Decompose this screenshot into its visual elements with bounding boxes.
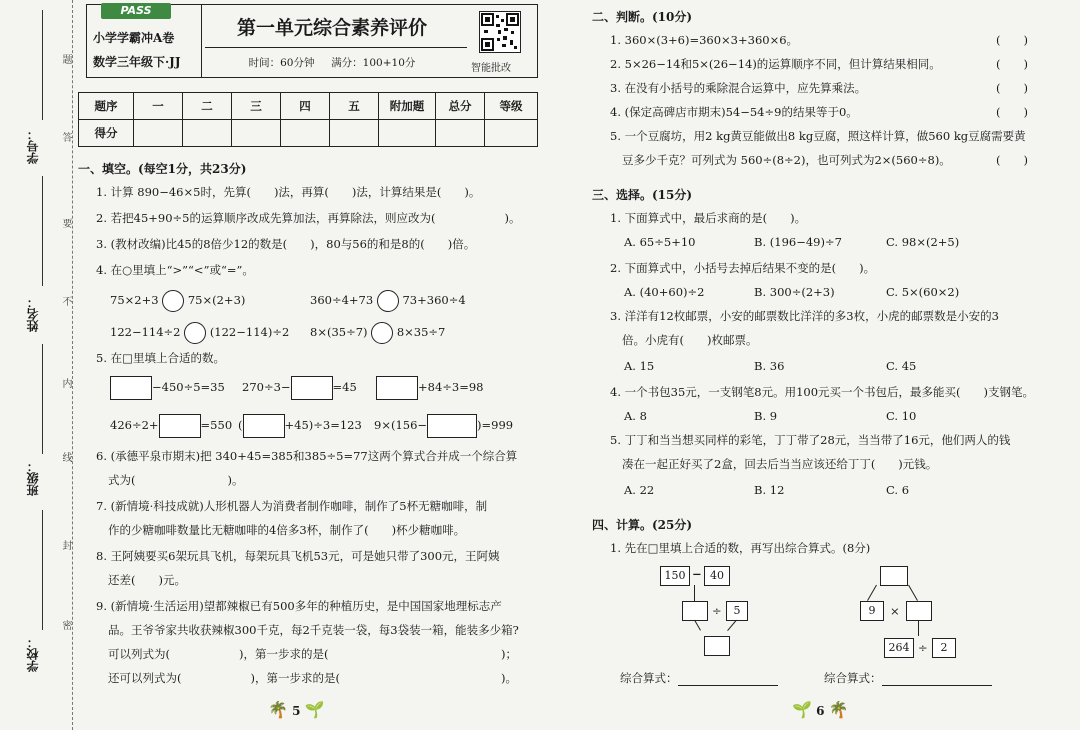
question-8-cont: 还差( )元。 (108, 573, 186, 587)
expr: )=999 (477, 418, 514, 432)
expr: +45)÷3=123 (284, 418, 362, 432)
question-9-cont: 品。王爷爷家共收获辣椒300千克，每2千克装一袋，每3袋装一箱，能装多少箱? (108, 623, 519, 637)
section-calc: 四、计算。(25分) (592, 518, 693, 532)
compare-row (110, 322, 289, 344)
score-cell[interactable] (485, 120, 538, 147)
score-cell[interactable] (281, 120, 330, 147)
score-cell[interactable] (330, 120, 379, 147)
score-header: 题序 (79, 93, 134, 120)
judge-1: 1. 360×(3+6)=360×3+360×6。 (610, 33, 799, 47)
expr: 8×35÷7 (396, 325, 446, 339)
score-header: 一 (134, 93, 183, 120)
choice-option[interactable]: C. 45 (886, 359, 917, 373)
fill-row (242, 376, 357, 400)
tree-icon: 🌱 (304, 700, 325, 719)
tree-operator: ÷ (918, 641, 928, 655)
tree-icon: 🌴 (828, 700, 849, 719)
formula-row-1 (620, 670, 778, 686)
choice-option[interactable]: A. 22 (624, 483, 655, 497)
question-2: 2. 若把45+90÷5的运算顺序改成先算加法，再算除法，则应改为( )。 (96, 211, 521, 225)
choice-option[interactable]: B. (196−49)÷7 (754, 235, 842, 249)
choice-4: 4. 一个书包35元，一支钢笔8元。用100元买一个书包后，最多能买( )支钢笔。 (610, 385, 1034, 399)
choice-2: 2. 下面算式中，小括号去掉后结果不变的是( )。 (610, 261, 876, 275)
cut-char: 封 (60, 540, 71, 550)
judge-paren[interactable]: ( ) (996, 81, 1028, 95)
cut-char: 答 (60, 132, 71, 142)
tree-line (908, 585, 918, 601)
page-number-right (792, 700, 849, 719)
choice-option[interactable]: B. 36 (754, 359, 785, 373)
tree-value: 264 (884, 638, 914, 658)
compare-row (310, 290, 466, 312)
spine-line (42, 510, 43, 630)
expr: 122−114÷2 (110, 325, 181, 339)
section-fill-blank: 一、填空。(每空1分，共23分) (78, 162, 247, 176)
fill-row (376, 376, 484, 400)
page-number: 6 (816, 704, 825, 718)
score-header: 二 (183, 93, 232, 120)
tree-value: 5 (726, 601, 748, 621)
tree-operator: − (692, 567, 702, 581)
tree-icon: 🌱 (792, 700, 812, 719)
tree-icon: 🌴 (268, 700, 288, 719)
expr: 8×(35÷7) (310, 325, 368, 339)
spine-line (42, 344, 43, 454)
choice-option[interactable]: B. 300÷(2+3) (754, 285, 835, 299)
formula-answer-line[interactable] (882, 671, 992, 686)
tree-line (727, 620, 737, 631)
tree-operator: × (890, 604, 900, 618)
spine-label-id: 学号： (26, 128, 40, 164)
tree-answer-box[interactable] (682, 601, 708, 621)
question-6: 6. (承德平泉市期末)把 340+45=385和385÷5=77这两个算式合并成一个综合算 (96, 449, 518, 463)
choice-option[interactable]: B. 12 (754, 483, 785, 497)
page-number-left (268, 700, 325, 719)
qr-code-icon[interactable] (479, 11, 521, 53)
time-limit: 时间：60分钟 (248, 57, 315, 69)
formula-row-2 (824, 670, 992, 686)
tree-line (918, 620, 919, 636)
spine-label-class: 班级： (26, 460, 40, 496)
choice-option[interactable]: C. 5×(60×2) (886, 285, 960, 299)
score-header: 四 (281, 93, 330, 120)
answer-box[interactable] (110, 376, 152, 400)
series-name: 小学学霸冲A卷 (93, 31, 175, 45)
choice-option[interactable]: B. 9 (754, 409, 778, 423)
spine-line (42, 10, 43, 120)
formula-label: 综合算式： (620, 671, 678, 685)
score-table (78, 92, 538, 147)
judge-5-cont: 豆多少千克？可列式为 560÷(8÷2)，也可列式为2×(560÷8)。 (622, 153, 951, 167)
spine-label-name: 姓名： (26, 296, 40, 332)
exam-header (86, 4, 538, 78)
pass-logo: PASS (101, 3, 171, 19)
tree-line (694, 585, 695, 601)
compare-circle[interactable] (371, 322, 393, 344)
expr: 360÷4+73 (310, 293, 374, 307)
score-header: 附加题 (379, 93, 436, 120)
expr: +84÷3=98 (418, 380, 484, 394)
exam-meta (207, 55, 457, 70)
tree-value: 40 (704, 566, 730, 586)
page-number: 5 (292, 704, 301, 718)
score-header: 等级 (485, 93, 538, 120)
choice-option[interactable]: C. 98×(2+5) (886, 235, 960, 249)
choice-option[interactable]: A. 65÷5+10 (624, 235, 696, 249)
left-page (78, 0, 538, 730)
score-row-label: 得分 (79, 120, 134, 147)
compare-circle[interactable] (377, 290, 399, 312)
grade-label: 数学三年级下·JJ (93, 55, 181, 69)
choice-option[interactable]: A. 15 (624, 359, 655, 373)
score-header: 五 (330, 93, 379, 120)
right-page (592, 0, 1072, 730)
answer-box[interactable] (243, 414, 285, 438)
question-9-line4: 还可以列式为( )，第一步求的是( )。 (108, 671, 517, 685)
cut-char: 密 (60, 620, 71, 630)
formula-answer-line[interactable] (678, 671, 778, 686)
judge-paren[interactable]: ( ) (996, 33, 1028, 47)
smart-grading-label: 智能批改 (471, 63, 511, 74)
tree-line (867, 585, 877, 601)
spine-line (42, 176, 43, 286)
fill-row (238, 414, 362, 438)
judge-paren[interactable]: ( ) (996, 105, 1028, 119)
compare-circle[interactable] (184, 322, 206, 344)
choice-3: 3. 洋洋有12枚邮票，小安的邮票数比洋洋的多3枚，小虎的邮票数是小安的3 (610, 309, 999, 323)
question-5: 5. 在□里填上合适的数。 (96, 351, 225, 365)
judge-4: 4. (保定高碑店市期末)54−54÷9的结果等于0。 (610, 105, 858, 119)
expr: 75×(2+3) (187, 293, 246, 307)
tree-value: 2 (932, 638, 956, 658)
question-7-cont: 作的少糖咖啡数量比无糖咖啡的4倍多3杯，制作了( )杯少糖咖啡。 (108, 523, 466, 537)
score-cell[interactable] (379, 120, 436, 147)
choice-option[interactable]: C. 10 (886, 409, 917, 423)
answer-box[interactable] (427, 414, 477, 438)
expr: =550 (200, 418, 233, 432)
answer-box[interactable] (291, 376, 333, 400)
tree-value: 150 (660, 566, 690, 586)
score-header: 三 (232, 93, 281, 120)
answer-box[interactable] (159, 414, 201, 438)
expr: 426÷2+ (110, 418, 159, 432)
expr: 73+360÷4 (402, 293, 466, 307)
question-4: 4. 在○里填上“>”“<”或“=”。 (96, 263, 254, 277)
tree-line (694, 620, 701, 631)
question-7: 7. (新情境·科技成就)人形机器人为消费者制作咖啡，制作了5杯无糖咖啡，制 (96, 499, 488, 513)
tree-operator: ÷ (712, 604, 722, 618)
cut-char: 不 (60, 296, 71, 306)
expr: −450÷5=35 (152, 380, 225, 394)
judge-5: 5. 一个豆腐坊，用2 kg黄豆能做出8 kg豆腐，照这样计算，做560 kg豆腐需要黄 (610, 129, 1026, 143)
tree-value: 9 (860, 601, 884, 621)
score-cell[interactable] (183, 120, 232, 147)
expr: =45 (332, 380, 357, 394)
expr: 9×(156− (374, 418, 428, 432)
header-rule (205, 47, 467, 48)
exam-title: 第一单元综合素养评价 (236, 17, 427, 39)
score-cell[interactable] (134, 120, 183, 147)
choice-5: 5. 丁丁和当当想买同样的彩笔，丁丁带了28元，当当带了16元，他们两人的钱 (610, 433, 1011, 447)
choice-3-cont: 倍。小虎有( )枚邮票。 (622, 333, 758, 347)
compare-circle[interactable] (162, 290, 184, 312)
score-header: 总分 (436, 93, 485, 120)
choice-5-cont: 凑在一起正好买了2盒，回去后当当应该还给丁丁( )元钱。 (622, 457, 938, 471)
choice-1: 1. 下面算式中，最后求商的是( )。 (610, 211, 807, 225)
question-9-line3: 可以列式为( )，第一步求的是( )； (108, 647, 517, 661)
choice-option[interactable]: A. 8 (624, 409, 647, 423)
tree-answer-box[interactable] (906, 601, 932, 621)
choice-option[interactable]: A. (40+60)÷2 (624, 285, 705, 299)
score-cell[interactable] (436, 120, 485, 147)
tree-answer-box[interactable] (704, 636, 730, 656)
spine-label-school: 学校： (26, 636, 40, 672)
formula-label: 综合算式： (824, 671, 882, 685)
calc-1: 1. 先在□里填上合适的数，再写出综合算式。(8分) (610, 541, 871, 555)
judge-2: 2. 5×26−14和5×(26−14)的运算顺序不同，但计算结果相同。 (610, 57, 941, 71)
score-cell[interactable] (232, 120, 281, 147)
question-3: 3. (教材改编)比45的8倍少12的数是( )，80与56的和是8的( )倍。 (96, 237, 476, 251)
choice-option[interactable]: C. 6 (886, 483, 910, 497)
expr: 75×2+3 (110, 293, 159, 307)
expr: (122−114)÷2 (209, 325, 290, 339)
header-divider (201, 5, 202, 77)
cut-char: 题 (60, 54, 71, 64)
section-judge: 二、判断。(10分) (592, 10, 693, 24)
cut-char: 要 (60, 218, 71, 228)
judge-paren[interactable]: ( ) (996, 57, 1028, 71)
cut-char: 内 (60, 378, 71, 388)
question-9: 9. (新情境·生活运用)望都辣椒已有500多年的种植历史，是中国国家地理标志产 (96, 599, 502, 613)
expr: ( (238, 418, 243, 432)
fill-row (374, 414, 513, 438)
tree-answer-box[interactable] (880, 566, 908, 586)
full-score: 满分：100+10分 (331, 57, 416, 69)
cut-char: 线 (60, 452, 71, 462)
section-choice: 三、选择。(15分) (592, 188, 693, 202)
expr: 270÷3− (242, 380, 291, 394)
judge-3: 3. 在没有小括号的乘除混合运算中，应先算乘法。 (610, 81, 867, 95)
question-8: 8. 王阿姨要买6架玩具飞机，每架玩具飞机53元，可是她只带了300元，王阿姨 (96, 549, 500, 563)
fill-row (110, 376, 225, 400)
compare-row (310, 322, 445, 344)
fill-row (110, 414, 232, 438)
question-1: 1. 计算 890−46×5时，先算( )法，再算( )法，计算结果是( )。 (96, 185, 481, 199)
answer-box[interactable] (376, 376, 418, 400)
binding-spine (0, 0, 73, 730)
judge-paren[interactable]: ( ) (996, 153, 1028, 167)
compare-row (110, 290, 245, 312)
question-6-cont: 式为( )。 (108, 473, 244, 487)
